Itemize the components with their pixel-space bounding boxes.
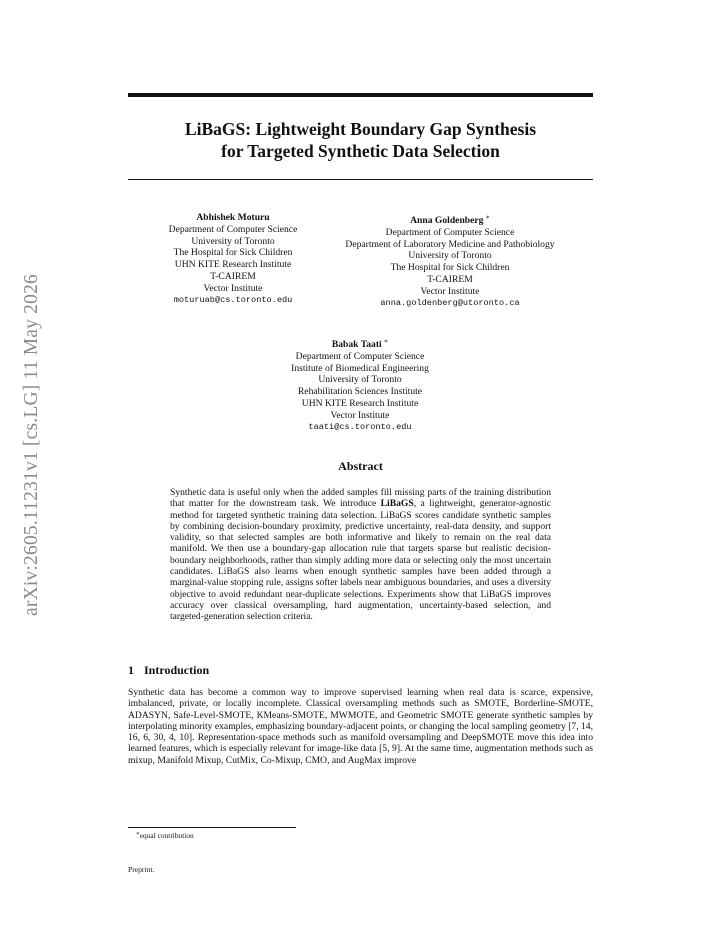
- title-line-2: for Targeted Synthetic Data Selection: [221, 141, 500, 161]
- author-name: Babak Taati: [331, 339, 382, 350]
- author-affiliation: University of Toronto: [408, 250, 492, 262]
- author-email: taati@cs.toronto.edu: [308, 421, 412, 432]
- preprint-label: Preprint.: [128, 865, 155, 874]
- author-name: Abhishek Moturu: [196, 212, 270, 223]
- section-title: Introduction: [144, 663, 210, 677]
- author-affiliation: Department of Computer Science: [385, 226, 515, 238]
- abstract-heading: Abstract: [338, 459, 383, 473]
- author-block-2: [318, 212, 582, 309]
- author-affiliation: Vector Institute: [420, 285, 480, 297]
- title-line-1: LiBaGS: Lightweight Boundary Gap Synthesis: [184, 119, 537, 139]
- author-block-3: [230, 336, 490, 433]
- paper-title: [128, 118, 593, 162]
- author-block-1: [128, 212, 338, 306]
- method-name: LiBaGS: [380, 498, 414, 510]
- footnote: [136, 831, 194, 840]
- section-heading: [128, 663, 209, 678]
- footnote-text: equal contribution: [139, 831, 194, 840]
- author-affiliation: Vector Institute: [203, 282, 263, 294]
- equal-contribution-mark: ∗: [383, 338, 389, 345]
- author-affiliation: University of Toronto: [191, 235, 275, 247]
- arxiv-stamp: arXiv:2605.11231v1 [cs.LG] 11 May 2026: [21, 274, 42, 616]
- abstract-text-part: , a lightweight, generator-agnostic method for targeted synthetic training data selection. LiBaGS scores candidate synthetic samples by combining decision-boundary proximity, predictive uncertainty, real-data density, and support validity, so that selected samples are both informative and likely to remain on the real data manifold. We then use a boundary-gap allocation rule that targets sparse but realistic decision-boundary neighborhoods, rather than simply adding more data or selecting only the most uncertain candidates. LiBaGS also learns when enough synthetic samples have been added through a marginal-value stopping rule, assigns softer labels near ambiguous boundaries, and uses a diversity objective to avoid redundant near-duplicate selections. Experiments show that LiBaGS improves accuracy over classical oversampling, hard augmentation, uncertainty-based selection, and targeted-generation selection criteria.: [170, 498, 551, 623]
- footnote-rule: [128, 827, 296, 828]
- author-affiliation: UHN KITE Research Institute: [301, 397, 419, 409]
- introduction-text: Synthetic data has become a common way to improve supervised learning when real data is scarce, expensive, imbalanced, private, or locally incomplete. Classical oversampling methods such as SMOTE, Borderline-SMOTE, ADASYN, Safe-Level-SMOTE, KMeans-SMOTE, MWMOTE, and Geometric SMOTE generate synthetic samples by interpolating minority examples, emphasizing boundary-adjacent points, or changing the local sampling geometry [7, 14, 16, 6, 30, 4, 10]. Representation-space methods such as manifold oversampling and DeepSMOTE move this idea into learned features, which is especially relevant for image-like data [5, 9]. At the same time, augmentation methods such as mixup, Manifold Mixup, CutMix, Co-Mixup, CMO, and AugMax improve: [128, 687, 593, 766]
- title-top-rule: [128, 93, 593, 97]
- author-email: moturuab@cs.toronto.edu: [173, 294, 293, 305]
- author-affiliation: UHN KITE Research Institute: [174, 259, 292, 271]
- abstract-text: [170, 487, 551, 623]
- author-affiliation: Department of Computer Science: [168, 223, 298, 235]
- author-affiliation: Department of Laboratory Medicine and Pathobiology: [345, 238, 555, 250]
- footnote-mark: ∗: [136, 831, 140, 837]
- author-affiliation: University of Toronto: [318, 374, 402, 386]
- author-affiliation: Institute of Biomedical Engineering: [291, 362, 429, 374]
- author-name: Anna Goldenberg: [410, 215, 484, 226]
- title-bottom-rule: [128, 179, 593, 180]
- author-affiliation: Rehabilitation Sciences Institute: [297, 386, 423, 398]
- equal-contribution-mark: ∗: [485, 214, 490, 221]
- author-email: anna.goldenberg@utoronto.ca: [380, 297, 520, 308]
- author-affiliation: The Hospital for Sick Children: [390, 262, 510, 274]
- section-number: 1: [128, 663, 134, 677]
- author-affiliation: Vector Institute: [330, 409, 390, 421]
- author-affiliation: T-CAIREM: [427, 273, 473, 285]
- author-affiliation: The Hospital for Sick Children: [173, 247, 293, 259]
- author-affiliation: Department of Computer Science: [295, 350, 425, 362]
- abstract-text-part: Synthetic data is useful only when the added samples fill missing parts of the training distribution that matter for the downstream task. We introduce: [170, 487, 551, 510]
- author-affiliation: T-CAIREM: [210, 270, 256, 282]
